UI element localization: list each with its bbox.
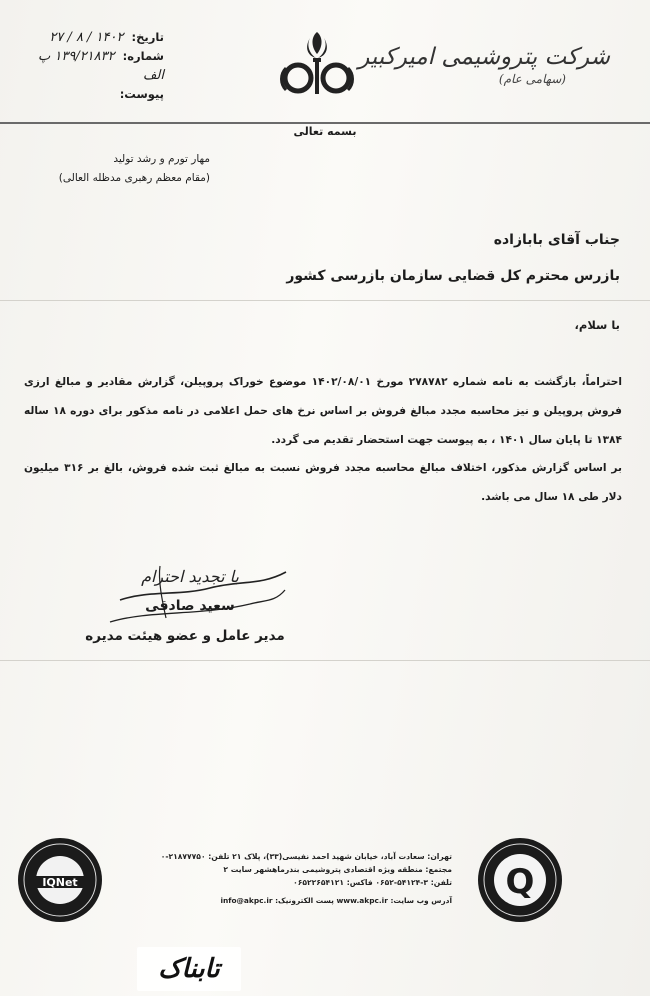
signatory-name: سعید صادقی: [145, 598, 235, 614]
email-link[interactable]: info@akpc.ir: [220, 896, 273, 905]
motto-line-2: (مقام معظم رهبری مدظله العالی): [58, 172, 210, 184]
motto-line-1: مهار تورم و رشد تولید: [113, 153, 210, 165]
attachment-row: [14, 85, 164, 104]
tabnak-watermark: تابناک: [158, 954, 220, 984]
addressee-title: بازرس محترم کل قضایی سازمان بازرسی کشور: [286, 268, 620, 284]
handwritten-signature-icon: [90, 560, 290, 630]
addressee-block: [60, 222, 620, 294]
footer-contact: [160, 896, 452, 905]
company-name-block: [358, 44, 610, 86]
address-line-1: تهران: سعادت آباد، خیابان شهید احمد نفیسی(۳۳)، پلاک ۲۱ تلفن: ۲۱۸۷۷۷۵۰-۰: [160, 852, 452, 861]
iqnet-certification-badge: [18, 838, 102, 922]
company-name: شرکت پتروشیمی امیرکبیر: [358, 44, 610, 70]
petrochemical-flame-logo-icon: [272, 28, 362, 98]
addressee-name: جناب آقای بابازاده: [493, 232, 620, 248]
website-label: آدرس وب سایت:: [390, 896, 452, 905]
address-line-3: تلفن: ۳-۵۴۱۲۴-۰۶۵۲ فاکس: ۰۶۵۲۲۶۵۴۱۲۱: [293, 878, 452, 887]
header-divider: [0, 122, 650, 124]
number-value: ۱۳۹/۲۱۸۳۲ پ الف: [38, 49, 164, 83]
signatory-title: مدیر عامل و عضو هیئت مدیره: [85, 628, 285, 644]
quality-certification-badge: [478, 838, 562, 922]
date-value: ۱۴۰۲ / ۸ / ۲۷: [49, 30, 124, 45]
company-type: (سهامی عام): [498, 72, 566, 86]
paper-fold: [0, 300, 650, 301]
paper-fold: [0, 660, 650, 661]
salutation: با سلام،: [574, 318, 620, 332]
letter-meta: [14, 28, 164, 104]
iqnet-badge-text: IQNet: [42, 876, 78, 889]
year-motto: [10, 150, 210, 188]
website-link[interactable]: www.akpc.ir: [336, 896, 388, 905]
q-badge-text: Q: [505, 862, 535, 902]
number-row: [14, 47, 164, 85]
letter-body: [24, 368, 622, 512]
body-paragraph-2: بر اساس گزارش مذکور، اختلاف مبالغ محاسبه مجدد فروش نسبت به مبالغ ثبت شده فروش، بالغ بر ۳۱۶ میلیون دلار طی ۱۸ سال می باشد.: [24, 462, 622, 504]
date-row: [14, 28, 164, 47]
date-label: تاریخ:: [131, 30, 164, 44]
number-label: شماره:: [122, 49, 164, 63]
attachment-label: پیوست:: [119, 87, 164, 101]
email-label: پست الکترونیک:: [275, 896, 334, 905]
bismillah-heading: بسمه تعالی: [293, 125, 357, 138]
address-line-2: مجتمع: منطقه ویژه اقتصادی پتروشیمی بندرماهشهر سایت ۲: [223, 865, 452, 874]
signature-greeting: با تجدید احترام: [141, 567, 239, 586]
footer-address: [160, 850, 452, 889]
body-paragraph-1: احتراماً، بازگشت به نامه شماره ۲۷۸۷۸۲ مورخ ۱۴۰۲/۰۸/۰۱ موضوع خوراک پروپیلن، گزارش مقادیر و مبالغ ارزی فروش پروپیلن و نیز محاسبه مجدد مبالغ فروش بر اساس نرخ های حمل اعلامی در نامه مذکور برای دوره ۱۸ ساله ۱۳۸۴ تا پایان سال ۱۴۰۱ ، به پیوست جهت استحضار تقدیم می گردد.: [24, 376, 623, 446]
